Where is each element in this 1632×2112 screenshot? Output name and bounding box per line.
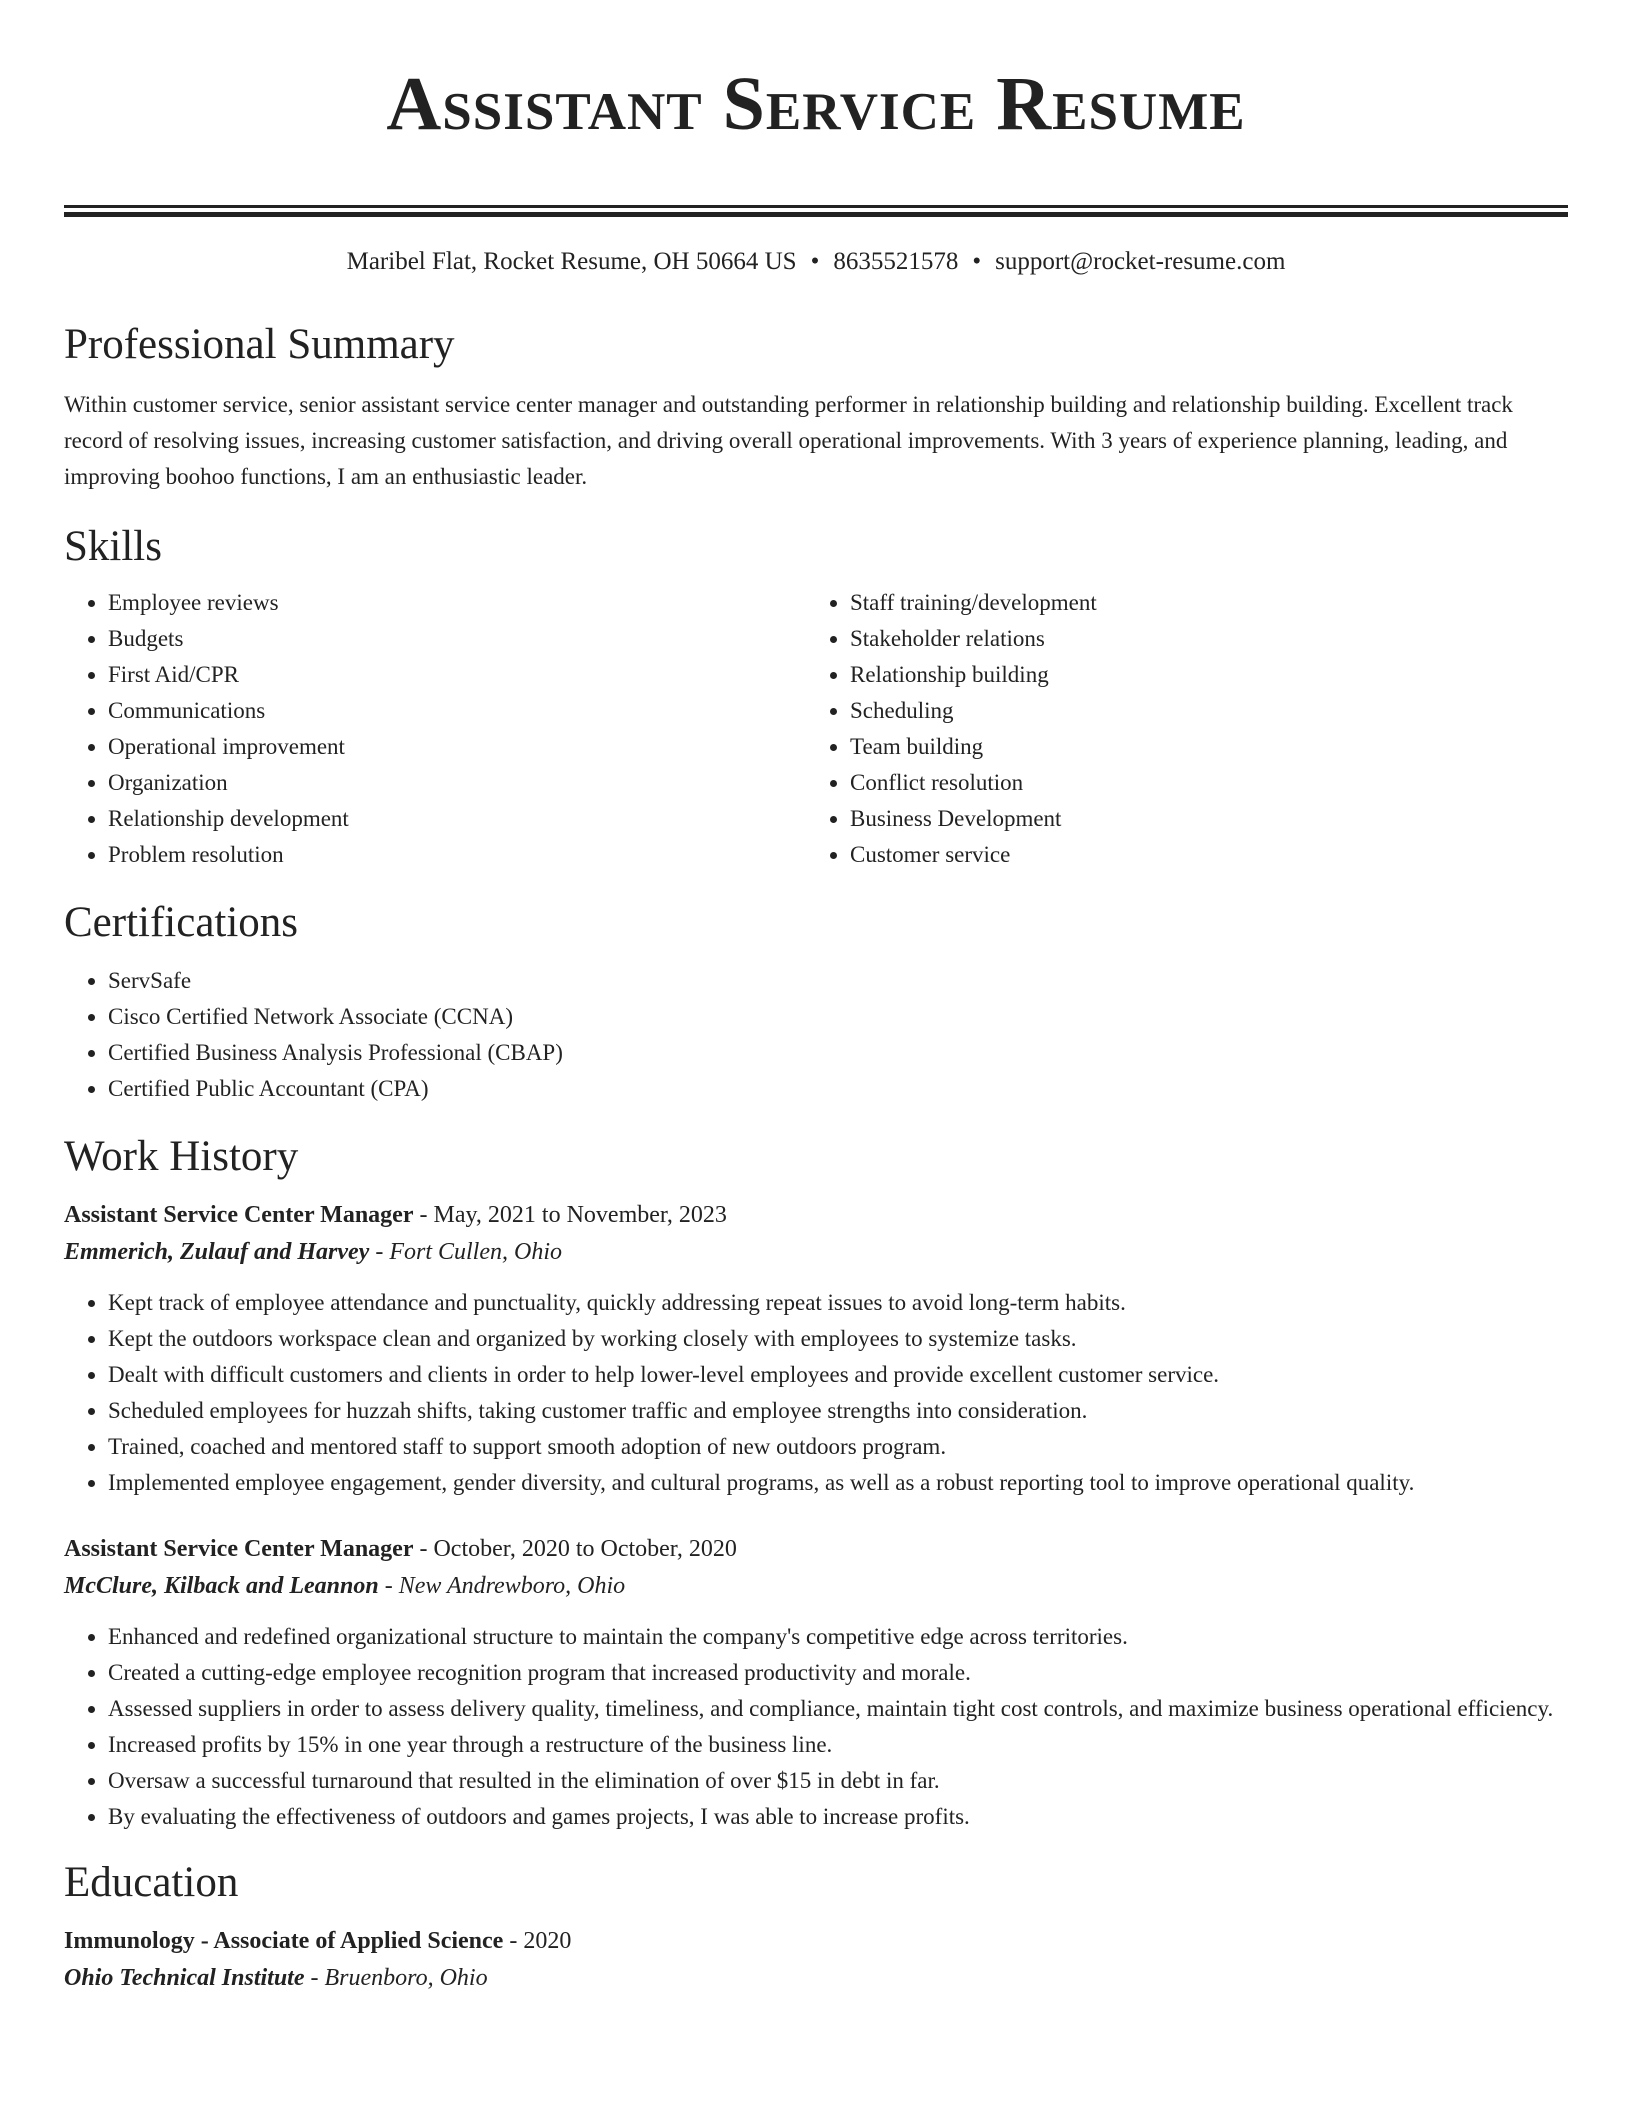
job-location: - New Andrewboro, Ohio <box>378 1573 626 1599</box>
education-school: Ohio Technical Institute <box>64 1965 305 1991</box>
skill-item: • Customer service <box>850 837 1548 873</box>
job-title: Assistant Service Center Manager <box>64 1536 414 1562</box>
skill-item: • Organization <box>108 765 806 801</box>
education-degree-line <box>64 1923 1568 1960</box>
job-bullet: • Assessed suppliers in order to assess delivery quality, timeliness, and compliance, maintain tight cost controls, and maximize business operational efficiency. <box>108 1691 1568 1727</box>
job-bullets <box>64 1285 1568 1501</box>
skill-item: • Budgets <box>108 621 806 657</box>
work-history-heading: Work History <box>64 1133 299 1180</box>
job-bullet: • Enhanced and redefined organizational structure to maintain the company's competitive edge across territories. <box>108 1619 1568 1655</box>
skill-item: • Conflict resolution <box>850 765 1548 801</box>
education-year: - 2020 <box>503 1928 572 1954</box>
skill-item: • First Aid/CPR <box>108 657 806 693</box>
summary-heading: Professional Summary <box>64 321 455 368</box>
certification-item: • Certified Business Analysis Professional (CBAP) <box>108 1035 1568 1071</box>
skill-item: • Team building <box>850 729 1548 765</box>
education-degree: Immunology - Associate of Applied Science <box>64 1928 504 1954</box>
job-title: Assistant Service Center Manager <box>64 1202 414 1228</box>
education-location: - Bruenboro, Ohio <box>304 1965 488 1991</box>
job-bullet: • Trained, coached and mentored staff to support smooth adoption of new outdoors program. <box>108 1429 1568 1465</box>
skill-item: • Relationship building <box>850 657 1548 693</box>
job-bullet: • Dealt with difficult customers and clients in order to help lower-level employees and provide excellent customer service. <box>108 1357 1568 1393</box>
job-bullet: • Implemented employee engagement, gender diversity, and cultural programs, as well as a robust reporting tool to improve operational quality. <box>108 1465 1568 1501</box>
skill-item: • Problem resolution <box>108 837 806 873</box>
job-bullet: • Scheduled employees for huzzah shifts, taking customer traffic and employee strengths into consideration. <box>108 1393 1568 1429</box>
skill-item: • Operational improvement <box>108 729 806 765</box>
bullet-separator: • <box>810 248 820 275</box>
job-title-line <box>64 1531 1568 1568</box>
certifications-heading: Certifications <box>64 899 299 946</box>
summary-text: Within customer service, senior assistant service center manager and outstanding performer in relationship building and relationship building. Excellent track record of resolving issues, increasing customer satisfaction, and driving overall operational improvements. With 3 years of experience planning, leading, and improving boohoo functions, I am an enthusiastic leader. <box>64 392 1513 489</box>
certification-item: • Cisco Certified Network Associate (CCNA) <box>108 999 1568 1035</box>
contact-email: support@rocket-resume.com <box>995 248 1286 275</box>
bullet-separator: • <box>972 248 982 275</box>
resume-title: Assistant Service Resume <box>386 62 1246 146</box>
job-entry <box>64 1197 1568 1501</box>
job-bullet: • Increased profits by 15% in one year through a restructure of the business line. <box>108 1727 1568 1763</box>
job-company-line <box>64 1568 1568 1605</box>
skill-item: • Stakeholder relations <box>850 621 1548 657</box>
skill-item: • Business Development <box>850 801 1548 837</box>
skills-heading: Skills <box>64 523 162 570</box>
title-divider <box>64 205 1568 217</box>
skills-list <box>64 585 1568 873</box>
skill-item: • Communications <box>108 693 806 729</box>
skills-column-right <box>806 585 1548 873</box>
skill-item: • Scheduling <box>850 693 1548 729</box>
job-bullet: • Created a cutting-edge employee recognition program that increased productivity and morale. <box>108 1655 1568 1691</box>
job-dates: - May, 2021 to November, 2023 <box>413 1202 727 1228</box>
job-bullet: • By evaluating the effectiveness of outdoors and games projects, I was able to increase profits. <box>108 1799 1568 1835</box>
job-company-line <box>64 1234 1568 1271</box>
job-dates: - October, 2020 to October, 2020 <box>413 1536 737 1562</box>
contact-line <box>64 245 1568 279</box>
job-bullet: • Kept track of employee attendance and punctuality, quickly addressing repeat issues to avoid long-term habits. <box>108 1285 1568 1321</box>
job-bullet: • Kept the outdoors workspace clean and organized by working closely with employees to systemize tasks. <box>108 1321 1568 1357</box>
contact-address: Maribel Flat, Rocket Resume, OH 50664 US <box>346 248 797 275</box>
education-school-line <box>64 1960 1568 1997</box>
job-company: McClure, Kilback and Leannon <box>64 1573 379 1599</box>
job-title-line <box>64 1197 1568 1234</box>
job-entry <box>64 1531 1568 1835</box>
skill-item: • Staff training/development <box>850 585 1548 621</box>
certification-item: • Certified Public Accountant (CPA) <box>108 1071 1568 1107</box>
job-bullets <box>64 1619 1568 1835</box>
education-heading: Education <box>64 1859 239 1906</box>
job-company: Emmerich, Zulauf and Harvey <box>64 1239 370 1265</box>
skills-column-left <box>64 585 806 873</box>
job-location: - Fort Cullen, Ohio <box>369 1239 562 1265</box>
certification-item: • ServSafe <box>108 963 1568 999</box>
contact-phone: 8635521578 <box>833 248 959 275</box>
education-entry <box>64 1923 1568 1997</box>
skill-item: • Employee reviews <box>108 585 806 621</box>
certifications-list <box>64 963 1568 1107</box>
job-bullet: • Oversaw a successful turnaround that resulted in the elimination of over $15 in debt in far. <box>108 1763 1568 1799</box>
skill-item: • Relationship development <box>108 801 806 837</box>
